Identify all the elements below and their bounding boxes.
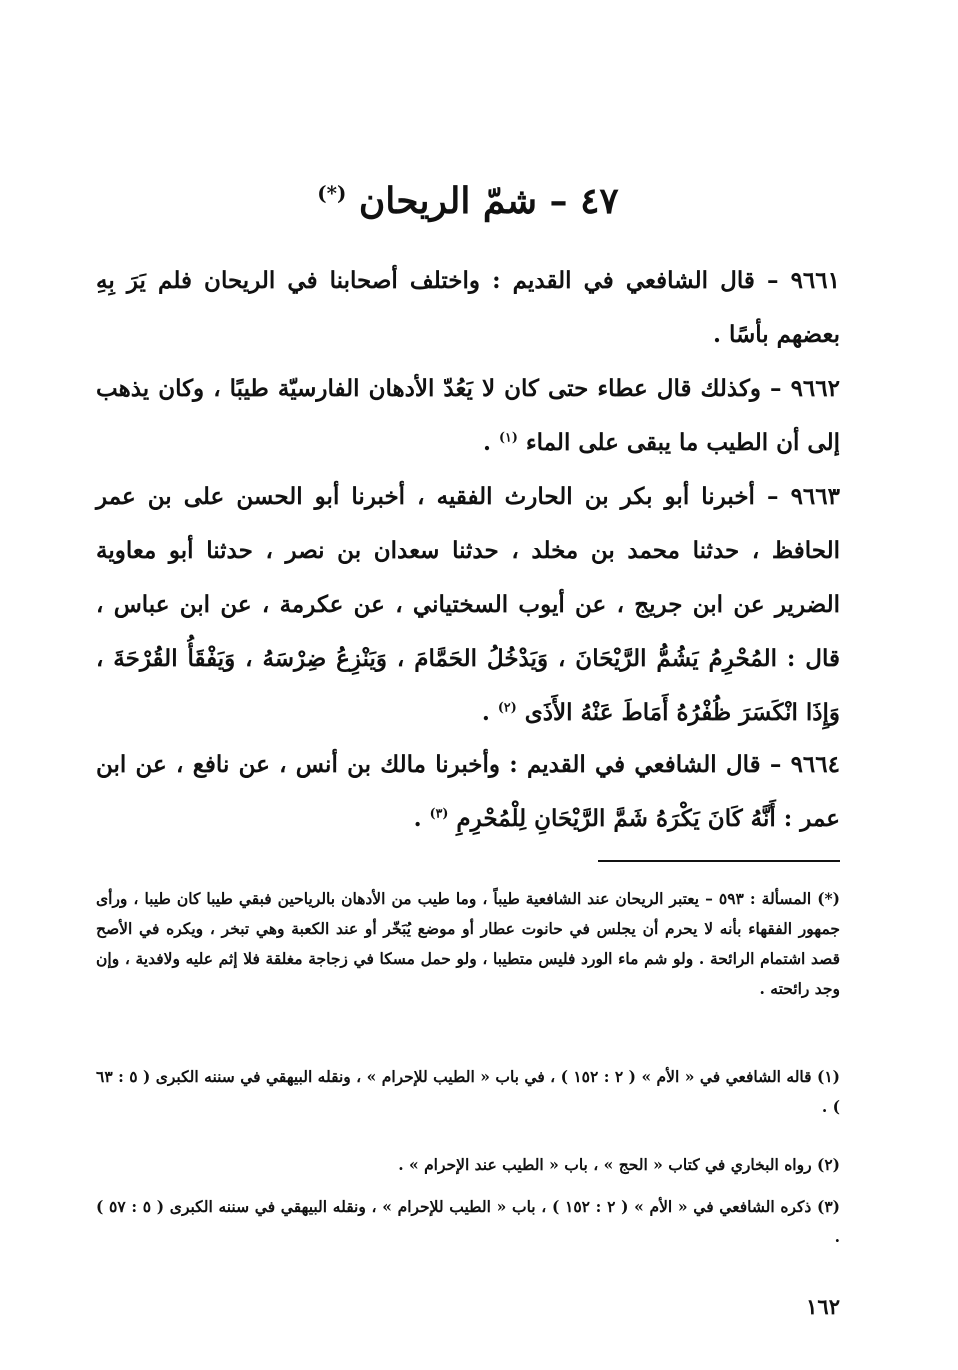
document-page bbox=[96, 0, 840, 1370]
footnote-ref-1[interactable]: (١) bbox=[499, 429, 518, 445]
footnote-star bbox=[96, 884, 840, 1004]
paragraph-text: ٩٦٦١ – قال الشافعي في القديم : واختلف أصحابنا في الريحان فلم يَرَ بِهِ بعضهم بأسًا . bbox=[96, 267, 840, 348]
page-number: ١٦٢ bbox=[806, 1294, 840, 1319]
chapter-title-text: ٤٧ – شمّ الريحان bbox=[358, 180, 619, 222]
paragraph-9661 bbox=[96, 254, 840, 362]
footnote-3 bbox=[96, 1192, 840, 1252]
footnote-text: (١) قاله الشافعي في « الأم » ( ٢ : ١٥٢ ) ، في باب « الطيب للإحرام » ، ونقله البيهقي في سننه الكبرى ( ٥ : ٦٣ ) . bbox=[96, 1067, 841, 1116]
footnote-1 bbox=[96, 1062, 840, 1122]
footnote-text: (٢) رواه البخاري في كتاب « الحج » ، باب « الطيب عند الإحرام » . bbox=[398, 1155, 840, 1174]
footnote-text: (٣) ذكره الشافعي في « الأم » ( ٢ : ١٥٢ ) ، باب « الطيب للإحرام » ، ونقله البيهقي في سننه الكبرى ( ٥ : ٥٧ ) . bbox=[96, 1197, 841, 1246]
paragraph-text: ٩٦٦٢ – وكذلك قال عطاء حتى كان لا يَعُدّ الأدهان الفارسيّة طيبًا ، وكان يذهب إلى أن الطيب ما يبقى على الماء bbox=[96, 375, 840, 456]
footnote-2 bbox=[96, 1150, 840, 1180]
footnote-ref-2[interactable]: (٢) bbox=[497, 699, 517, 715]
footnote-ref-3[interactable]: (٣) bbox=[429, 805, 449, 821]
paragraph-9662: ٩٦٦٢ – وكذلك قال عطاء حتى كان لا يَعُدّ الأدهان الفارسيّة طيبًا ، وكان يذهب إلى أن الطيب ما يبقى على الماء $^{(١)}$ . bbox=[96, 375, 840, 456]
paragraph-text: ٩٦٦٤ – قال الشافعي في القديم : وأخبرنا مالك بن أنس ، عن نافع ، عن ابن عمر : أَنَّهُ كَانَ يَكْرَهُ شَمَّ الرَّيْحَانِ لِلْمُحْرِمِ bbox=[96, 751, 840, 832]
chapter-title bbox=[96, 176, 840, 226]
paragraph-9663: ٩٦٦٣ – أخبرنا أبو بكر بن الحارث الفقيه ، أخبرنا أبو الحسن على بن عمر الحافظ ، حدثنا محمد بن مخلد ، حدثنا سعدان بن نصر ، حدثنا أبو معاوية الضرير عن ابن جريج ، عن أيوب السختياني ، عن عكرمة ، عن ابن عباس ، قال : المُحْرِمُ يَشُمُّ الرَّيْحَانَ ، وَيَدْخُلُ الحَمَّامَ ، وَيَنْزِعُ ضِرْسَهُ ، وَيَفْقَأُ القُرْحَةَ ، وَإِذَا انْكَسَرَ ظُفْرُهُ أَمَاطَ عَنْهُ الأَذَى $^{(٢)}$ . bbox=[96, 483, 840, 726]
footnote-text: (*) المسألة : ٥٩٣ – يعتبر الريحان عند الشافعية طيباً ، وما طيب من الأدهان بالرياحين فبقي طيبا كان طيبا ، ورأى جمهور الفقهاء بأنه لا يحرم أن يجلس في حانوت عطار أو موضع يُبَخّر أو عند الكعبة وهي تبخر ، ويكره في الأصح قصد اشتمام الرائحة . ولو شم ماء الورد فليس متطيبا ، ولو حمل مسكا في زجاجة مغلقة فلا إثم عليه ولافدية ، وإن وجد رائحته . bbox=[96, 889, 840, 998]
paragraph-text: ٩٦٦٣ – أخبرنا أبو بكر بن الحارث الفقيه ، أخبرنا أبو الحسن على بن عمر الحافظ ، حدثنا محمد بن مخلد ، حدثنا سعدان بن نصر ، حدثنا أبو معاوية الضرير عن ابن جريج ، عن أيوب السختياني ، عن عكرمة ، عن ابن عباس ، قال : المُحْرِمُ يَشُمُّ الرَّيْحَانَ ، وَيَدْخُلُ الحَمَّامَ ، وَيَنْزِعُ ضِرْسَهُ ، وَيَفْقَأُ القُرْحَةَ ، وَإِذَا انْكَسَرَ ظُفْرُهُ أَمَاطَ عَنْهُ الأَذَى bbox=[96, 483, 840, 726]
footnote-divider bbox=[598, 860, 840, 862]
chapter-title-footnote-mark: (*) bbox=[317, 181, 347, 205]
paragraph-9664: ٩٦٦٤ – قال الشافعي في القديم : وأخبرنا مالك بن أنس ، عن نافع ، عن ابن عمر : أَنَّهُ كَانَ يَكْرَهُ شَمَّ الرَّيْحَانِ لِلْمُحْرِمِ $^{(٣)}$ . bbox=[96, 751, 840, 832]
